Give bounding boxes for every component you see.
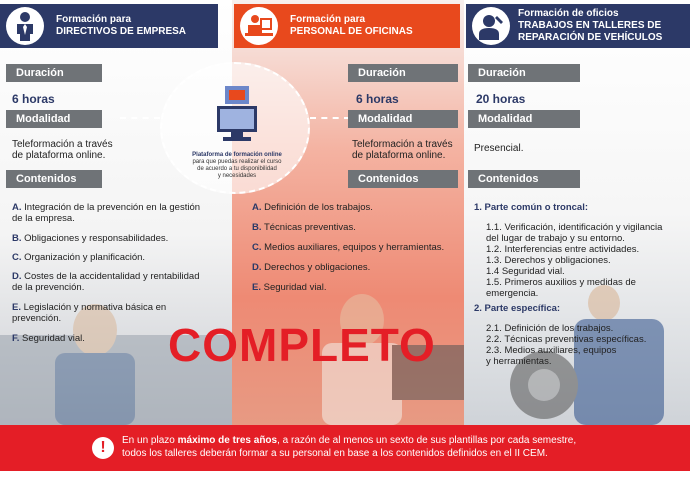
list-item: D. Derechos y obligaciones. [252, 262, 371, 273]
exclamation-icon: ! [92, 437, 114, 459]
header-line1: Formación de oficios [518, 8, 619, 19]
contenidos-label: Contenidos [468, 170, 580, 188]
duracion-value: 6 horas [356, 92, 399, 106]
online-line1: para que puedas realizar el curso [192, 159, 282, 165]
list-item: A. Definición de los trabajos. [252, 202, 373, 213]
duracion-value: 20 horas [476, 92, 526, 106]
dashed-connector [120, 117, 160, 119]
modalidad-text: Teleformación a través de plataforma online. [352, 139, 453, 161]
duracion-label: Duración [468, 64, 580, 82]
modalidad-label: Modalidad [6, 110, 102, 128]
header-line3: REPARACIÓN DE VEHÍCULOS [518, 32, 663, 43]
header-oficinas [234, 4, 460, 48]
online-platform-badge [160, 62, 310, 194]
part1-title: 1. Parte común o troncal: [474, 202, 589, 213]
computer-platform-icon [215, 86, 259, 149]
duracion-value: 6 horas [12, 92, 55, 106]
list-item: B. Técnicas preventivas. [252, 222, 356, 233]
header-line1: Formación para [56, 14, 132, 25]
list-item: F. Seguridad vial. [12, 333, 85, 344]
contenidos-label: Contenidos [348, 170, 458, 188]
duracion-label: Duración [348, 64, 458, 82]
modalidad-text: Presencial. [474, 143, 524, 154]
businessman-icon [6, 7, 44, 45]
completo-stamp: COMPLETO [168, 319, 436, 371]
part1-list: 1.1. Verificación, identificación y vigilancia del lugar de trabajo y su entorno. 1.2. Interferencias entre actividades. 1.3. Derechos y obligaciones. 1.4 Seguridad vial. 1.5. Primeros auxilios y medidas de emergencia. [486, 222, 663, 299]
header-directivos [0, 4, 218, 48]
modalidad-label: Modalidad [468, 110, 580, 128]
header-talleres [466, 4, 690, 48]
dashed-connector [310, 117, 350, 119]
header-line1: Formación para [290, 14, 366, 25]
contenidos-label: Contenidos [6, 170, 102, 188]
online-title: Plataforma de formación online [192, 152, 282, 158]
list-item: E. Seguridad vial. [252, 282, 327, 293]
list-item: C. Organización y planificación. [12, 252, 146, 263]
mechanic-icon [472, 7, 510, 45]
list-item: E. Legislación y normativa básica en prevención. [12, 302, 167, 324]
modalidad-label: Modalidad [348, 110, 458, 128]
header-line2: DIRECTIVOS DE EMPRESA [56, 26, 187, 37]
list-item: C. Medios auxiliares, equipos y herramientas. [252, 242, 445, 253]
duracion-label: Duración [6, 64, 102, 82]
list-item: B. Obligaciones y responsabilidades. [12, 233, 169, 244]
footer-text: En un plazo máximo de tres años, a razón de al menos un sexto de sus plantillas por cada semestre, todos los talleres deberán formar a su personal en base a los contenidos definidos en el II CEM. [122, 435, 577, 459]
list-item: A. Integración de la prevención en la gestión de la empresa. [12, 202, 201, 224]
part2-list: 2.1. Definición de los trabajos. 2.2. Técnicas preventivas específicas. 2.3. Medios auxiliares, equipos y herramientas. [486, 323, 647, 367]
online-line3: y necesidades [217, 173, 257, 179]
modalidad-text: Teleformación a través de plataforma online. [12, 139, 113, 161]
list-item: D. Costes de la accidentalidad y rentabilidad de la prevención. [12, 271, 200, 293]
online-line2: de acuerdo a tu disponibilidad [197, 166, 277, 172]
part2-title: 2. Parte específica: [474, 303, 561, 314]
office-worker-icon [240, 7, 278, 45]
footer-banner [0, 425, 690, 471]
header-line2: PERSONAL DE OFICINAS [290, 26, 413, 37]
header-line2: TRABAJOS EN TALLERES DE [518, 20, 662, 31]
